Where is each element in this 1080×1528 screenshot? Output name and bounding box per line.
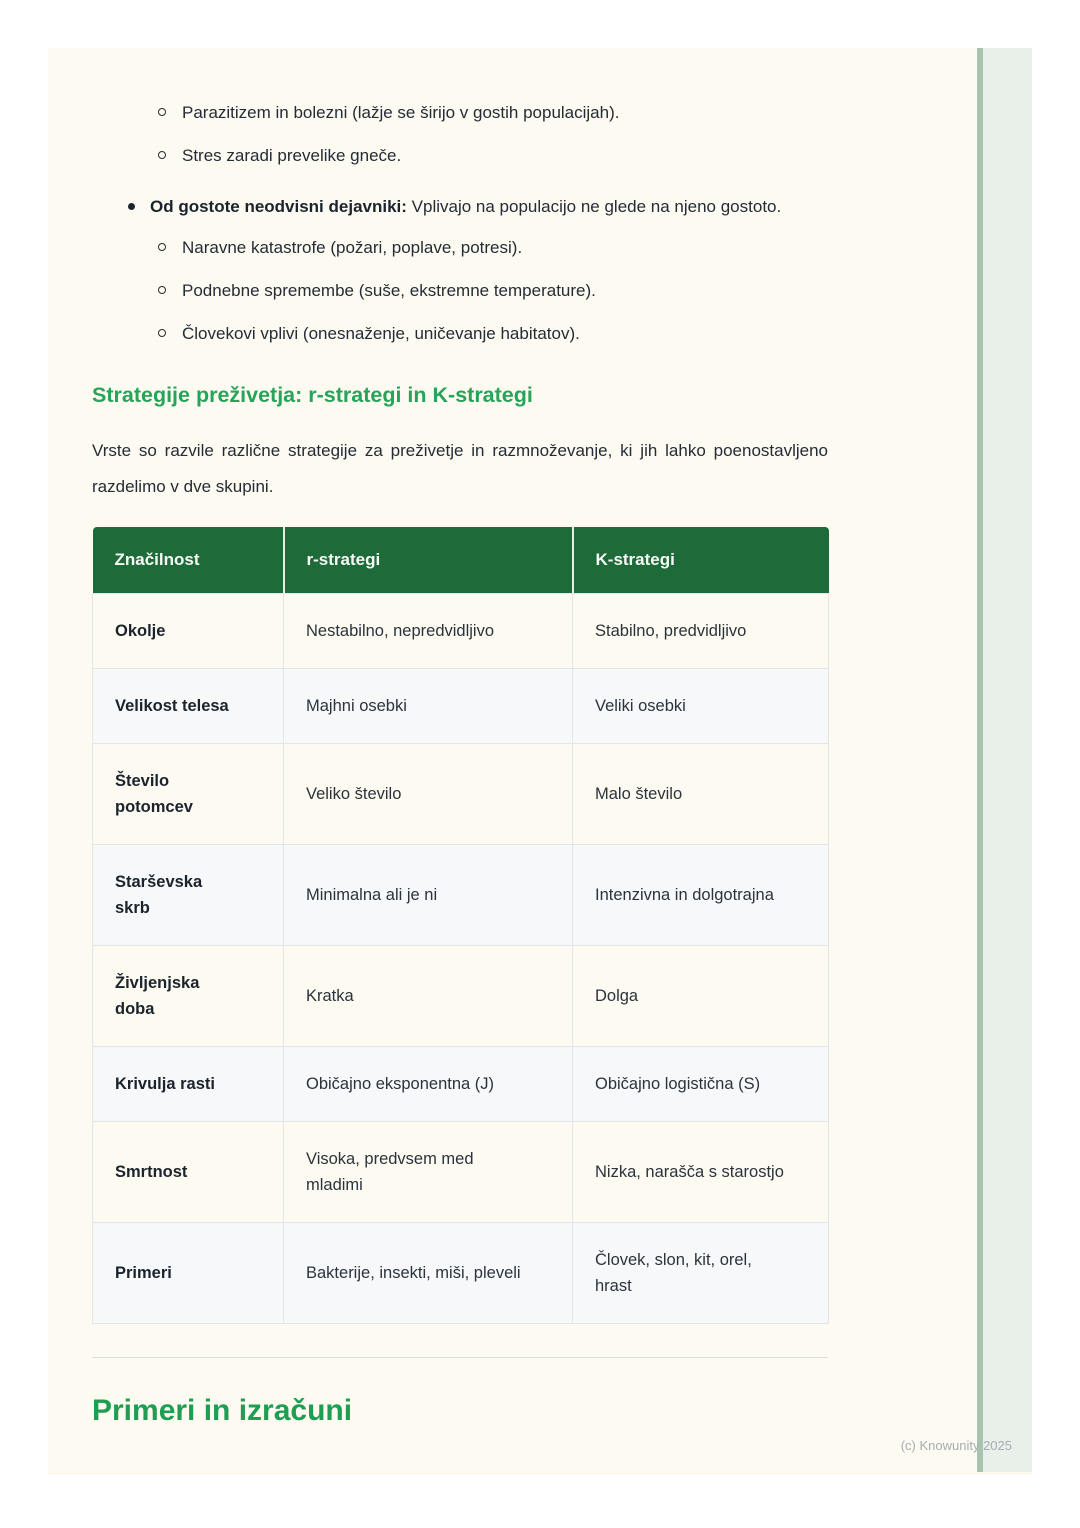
list-item <box>128 191 828 223</box>
copyright-watermark: (c) Knowunity 2025 <box>900 1438 1012 1453</box>
table-row <box>93 669 829 744</box>
list-item <box>158 100 828 126</box>
intro-paragraph: Vrste so razvile različne strategije za preživetje in razmnoževanje, ki jih lahko poenostavljeno razdelimo v dve skupini. <box>92 441 828 496</box>
section-divider <box>92 1357 828 1358</box>
list-item-text: Stres zaradi prevelike gneče. <box>182 146 402 165</box>
list-item-text: Vplivajo na populacijo ne glede na njeno gostoto. <box>406 197 782 216</box>
density-independent-sublist <box>92 235 828 347</box>
row-label: Smrtnost <box>93 1122 284 1223</box>
table-cell: Minimalna ali je ni <box>284 845 573 946</box>
table-cell: Dolga <box>573 946 829 1047</box>
table-row <box>93 946 829 1047</box>
table-cell: Običajno eksponentna (J) <box>284 1047 573 1122</box>
row-label: Krivulja rasti <box>93 1047 284 1122</box>
list-item-text: Parazitizem in bolezni (lažje se širijo v gostih populacijah). <box>182 103 620 122</box>
strategy-comparison-table <box>92 527 828 1324</box>
table-cell: Nizka, narašča s starostjo <box>573 1122 829 1223</box>
row-label: Starševska skrb <box>93 845 284 946</box>
table-row <box>93 594 829 669</box>
table-cell: Nestabilno, nepredvidljivo <box>284 594 573 669</box>
table-cell: Veliko število <box>284 744 573 845</box>
column-header: K-strategi <box>573 527 829 594</box>
table-row <box>93 1223 829 1324</box>
section-heading: Strategije preživetja: r-strategi in K-strategi <box>92 383 533 407</box>
notes-page <box>48 48 1032 1475</box>
table-header-row <box>93 527 829 594</box>
table-cell: Veliki osebki <box>573 669 829 744</box>
table-cell: Majhni osebki <box>284 669 573 744</box>
column-header: Značilnost <box>93 527 284 594</box>
table-cell: Intenzivna in dolgotrajna <box>573 845 829 946</box>
table-row <box>93 1047 829 1122</box>
table-cell: Človek, slon, kit, orel, hrast <box>573 1223 829 1324</box>
column-header: r-strategi <box>284 527 573 594</box>
list-item-text: Podnebne spremembe (suše, ekstremne temperature). <box>182 281 596 300</box>
list-item <box>158 278 828 304</box>
table-row <box>93 744 829 845</box>
row-label: Velikost telesa <box>93 669 284 744</box>
list-item-lead: Od gostote neodvisni dejavniki: <box>150 197 407 216</box>
bullet-icon <box>128 203 135 210</box>
table-cell: Malo število <box>573 744 829 845</box>
bottom-heading: Primeri in izračuni <box>92 1394 353 1427</box>
circle-bullet-icon <box>158 243 166 251</box>
row-label: Življenjska doba <box>93 946 284 1047</box>
list-item-text: Človekovi vplivi (onesnaženje, uničevanje habitatov). <box>182 324 580 343</box>
page-margin-strip <box>977 48 1032 1472</box>
list-item <box>158 235 828 261</box>
circle-bullet-icon <box>158 108 166 116</box>
row-label: Število potomcev <box>93 744 284 845</box>
table-cell: Bakterije, insekti, miši, pleveli <box>284 1223 573 1324</box>
row-label: Okolje <box>93 594 284 669</box>
list-item-text: Naravne katastrofe (požari, poplave, potresi). <box>182 238 523 257</box>
page-content <box>92 48 828 1428</box>
circle-bullet-icon <box>158 151 166 159</box>
list-item <box>158 321 828 347</box>
table-cell: Običajno logistična (S) <box>573 1047 829 1122</box>
circle-bullet-icon <box>158 286 166 294</box>
density-dependent-sublist <box>92 100 828 169</box>
row-label: Primeri <box>93 1223 284 1324</box>
table-cell: Stabilno, predvidljivo <box>573 594 829 669</box>
table-row <box>93 845 829 946</box>
table-row <box>93 1122 829 1223</box>
circle-bullet-icon <box>158 329 166 337</box>
density-independent-list <box>92 191 828 223</box>
table-cell: Visoka, predvsem med mladimi <box>284 1122 573 1223</box>
table-cell: Kratka <box>284 946 573 1047</box>
list-item <box>158 143 828 169</box>
